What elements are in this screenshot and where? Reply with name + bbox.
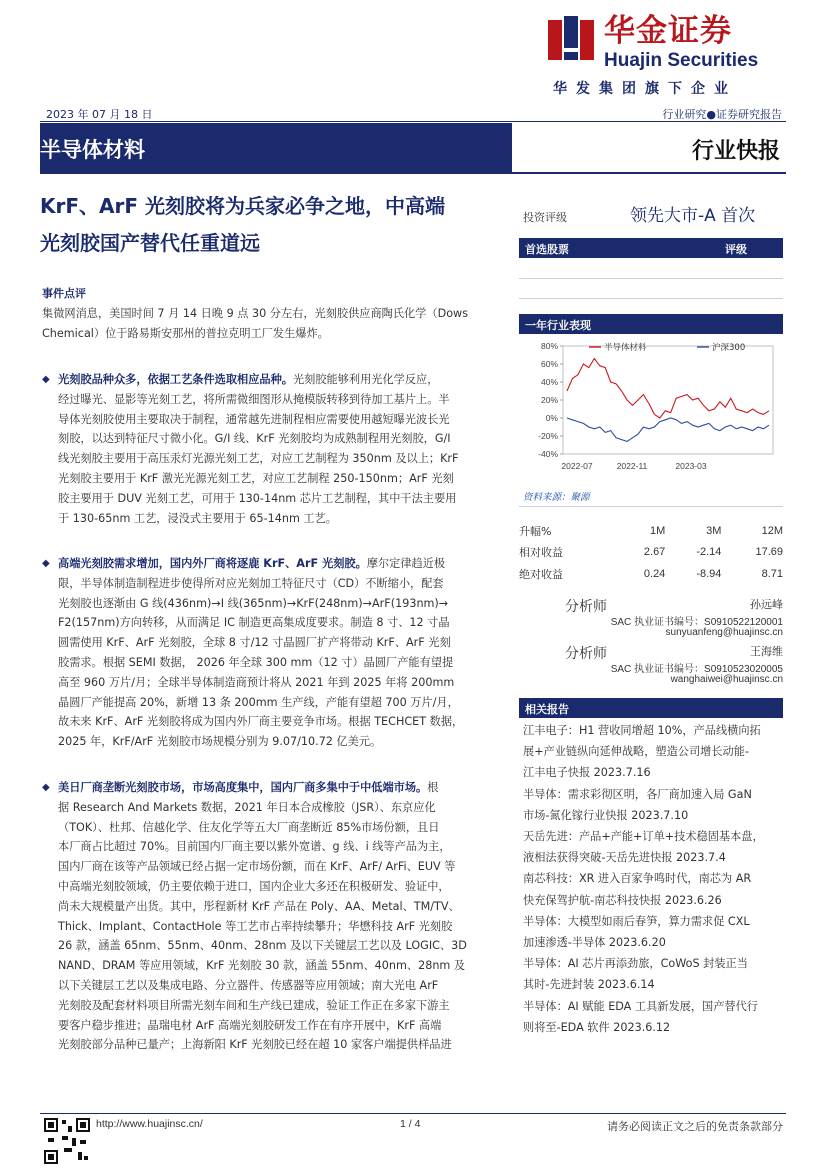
qr-code-icon [42,1116,92,1166]
table-cell: 17.69 [755,546,783,559]
y-tick-label: 80% [540,341,558,351]
text-line: Thick、Implant、ContactHole 等工艺市占率持续攀升；华懋科技 ArF 光刻胶 [58,919,453,933]
rating-label: 投资评级 [523,211,567,224]
y-tick-label: -20% [538,431,558,441]
event-heading: 事件点评 [42,287,86,300]
text-line: 本厂商占比超过 70%。目前国内厂商主要以紫外宽谱、g 线、i 线等产品为主， [58,840,451,854]
rating-value: 领先大市-A 首次 [630,206,756,226]
chart-source: 资料来源：聚源 [523,492,590,503]
text-line: 光刻胶部分品种已量产；上海新阳 KrF 光刻胶已经在超 10 家客户端提供样品进 [58,1038,452,1052]
table-header-cell: 3M [706,524,722,537]
text-line: 光刻胶能够利用光化学反应， [292,373,439,386]
text-line: 高至 960 万片/月；全球半导体制造商预计将从 2021 年到 2025 年将 200mm [58,675,455,689]
text-line: 根 [427,781,439,794]
legend-label: 半导体材料 [604,343,647,353]
text-line: 光刻胶主要用于 KrF 激光光源光刻工艺，对应工艺制程 250-150nm；ArF 光刻 [58,471,454,485]
related-report-line[interactable]: 半导体：需求彩彻区明，各厂商加速入局 GaN [523,787,752,801]
text-line: 刻胶，以达到特征尺寸微小化。G/I 线、KrF 光刻胶均为成熟制程用光刻胶，G/I [58,432,451,446]
series-line-2 [567,418,769,441]
performance-table [519,520,783,585]
text-line: NAND、DRAM 等应用领域，KrF 光刻胶 30 款，涵盖 55nm、40nm、28nm 及 [58,959,466,973]
related-reports-list [523,720,781,1038]
title-line: KrF、ArF 光刻胶将为兵家必争之地，中高端 [40,194,445,218]
industry-performance-chart [519,338,783,478]
report-type: 行业研究●证券研究报告 [662,108,782,121]
company-logo [546,14,786,80]
analyst-name: 王海维 [750,645,783,658]
text-line: 限，半导体制造制程进步使得所对应光刻加工特征尺寸（CD）不断缩小，配套 [58,576,444,590]
text-line: 国内厂商在该等产品领域已经占据一定市场份额，而在 KrF、ArF/ ArFi、EUV 等 [58,860,456,874]
series-line-1 [567,359,769,418]
analyst-name: 孙远峰 [750,598,783,611]
row-divider [519,298,783,299]
event-text [42,304,494,344]
bullet-paragraph-1 [58,370,494,528]
related-report-line[interactable]: 江丰电子快报 2023.7.16 [523,766,651,780]
related-report-line[interactable]: 则将至-EDA 软件 2023.6.12 [523,1020,671,1034]
chart-section-title: 一年行业表现 [525,319,591,332]
section-divider [519,506,783,507]
rating-column-label: 评级 [725,243,747,256]
table-header-cell: 1M [650,524,666,537]
table-cell: 绝对收益 [519,567,563,581]
stock-rating-header [519,238,783,258]
text-line: F2(157nm)方向转移，从而满足 IC 制造更高集成度要求。制造 8 寸、12 寸晶 [58,616,450,630]
text-line: 故未来 KrF、ArF 光刻胶将成为国内外厂商主要竞争市场。根据 TECHCET 数据， [58,715,464,729]
x-tick-label: 2022-11 [616,461,648,471]
related-reports-title: 相关报告 [525,703,569,716]
bullet-lead: 美日厂商垄断光刻胶市场，市场高度集中，国内厂商多集中于中低端市场。 [58,781,428,794]
x-tick-label: 2023-03 [675,461,707,471]
row-divider [519,278,783,279]
text-line: 于 130-65nm 工艺，浸没式主要用于 65-14nm 工艺。 [58,511,337,525]
bullet-lead: 光刻胶品种众多，依据工艺条件选取相应品种。 [58,373,293,386]
related-report-line[interactable]: 快充保驾护航-南芯科技快报 2023.6.26 [523,893,722,907]
stock-column-label: 首选股票 [525,243,569,256]
related-report-line[interactable]: 液相法获得突破-天岳先进快报 2023.7.4 [523,851,726,865]
report-kind: 行业快报 [691,139,780,164]
text-line: Chemical）位于路易斯安那州的普拉克明工厂发生爆炸。 [42,326,329,340]
diamond-bullet-icon: ◆ [42,782,50,793]
header-divider [40,172,786,174]
table-cell: -2.14 [696,546,722,559]
table-cell: 2.67 [643,546,666,559]
text-line: 以下关键层工艺以及集成电路、分立器件、传感器等应用领域；南大光电 ArF [58,978,439,992]
text-line: （TOK）、杜邦、信越化学、住友化学等五大厂商垄断近 85%市场份额，且日 [58,820,440,834]
text-line: 中高端光刻胶领域，仍主要依赖于进口，国内企业大多还在积极研发、验证中， [58,879,450,893]
date-row [40,105,786,122]
plot-frame [563,346,773,454]
report-title [40,188,500,262]
y-tick-label: 0% [545,413,558,423]
sector-name: 半导体材料 [40,138,145,162]
text-line: 线光刻胶主要用于高压汞灯光源光刻工艺，对应工艺制程为 350nm 及以上；KrF [58,452,459,466]
chart-section-header [519,314,783,334]
related-report-line[interactable]: 半导体：AI 赋能 EDA 工具新发展，国产替代行 [523,999,758,1013]
analyst-email[interactable]: wanghaiwei@huajinsc.cn [670,674,783,685]
bullet-lead: 高端光刻胶需求增加，国内外厂商将逐鹿 KrF、ArF 光刻胶。 [58,557,367,570]
related-report-line[interactable]: 加速渗透-半导体 2023.6.20 [523,936,666,950]
huajin-logo-icon [546,14,596,64]
related-report-line[interactable]: 南芯科技：XR 进入百家争鸣时代，南芯为 AR [523,872,752,886]
table-header-cell: 升幅% [519,524,552,538]
related-report-line[interactable]: 半导体：大模型如雨后春笋，算力需求促 CXL [523,914,750,928]
text-line: 光刻胶也逐渐由 G 线(436nm)→I 线(365nm)→KrF(248nm)→ArF(193nm)→ [58,596,449,610]
logo-chinese-name: 华金证券 [604,13,732,49]
text-line: 胶主要用于 DUV 光刻工艺，可用于 130-14nm 芯片工艺制程，其中干法主要用 [58,491,457,505]
y-tick-label: 20% [540,395,558,405]
x-tick-label: 2022-07 [561,461,593,471]
text-line: 圆需使用 KrF、ArF 光刻胶，全球 8 寸/12 寸晶圆厂扩产将带动 KrF、ArF 光刻 [58,636,451,650]
table-cell: 0.24 [643,567,666,580]
table-cell: -8.94 [696,567,722,580]
text-line: 胶需求。根据 SEMI 数据， 2026 年全球 300 mm（12 寸）晶圆厂产能有望提 [58,655,454,669]
text-line: 摩尔定律趋近极 [366,557,446,570]
bullet-paragraph-3 [58,778,494,1055]
disclaimer-note: 请务必阅读正文之后的免责条款部分 [607,1120,783,1133]
table-row [519,563,783,585]
related-report-line[interactable]: 天岳先进：产品+产能+订单+技术稳固基本盘， [523,830,764,844]
y-tick-label: -40% [538,449,558,459]
diamond-bullet-icon: ◆ [42,558,50,569]
text-line: 2025 年，KrF/ArF 光刻胶市场规模分别为 9.07/10.72 亿美元。 [58,735,382,749]
text-line: 集微网消息，美国时间 7 月 14 日晚 9 点 30 分左右，光刻胶供应商陶氏化学（Dows [42,307,469,320]
table-cell: 相对收益 [519,546,563,560]
text-line: 晶圆厂产能提高 20%，新增 13 条 200mm 生产线，产能有望超 700 万片/月， [58,695,459,709]
website-link[interactable]: http://www.huajinsc.cn/ [96,1118,203,1130]
bullet-paragraph-2 [58,554,494,752]
analyst-email[interactable]: sunyuanfeng@huajinsc.cn [665,627,783,638]
analyst-sac: SAC 执业证书编号：S0910522120001 [610,617,783,628]
logo-english-name: Huajin Securities [604,50,759,71]
text-line: 26 款，涵盖 65nm、55nm、40nm、28nm 及以下关键层工艺以及 LOGIC、3D [58,939,467,953]
table-header-cell: 12M [761,524,783,537]
title-line: 光刻胶国产替代任重道远 [40,231,260,255]
analyst-title: 分析师 [565,599,607,615]
diamond-bullet-icon: ◆ [42,374,50,385]
related-report-line[interactable]: 其时-先进封装 2023.6.14 [523,978,655,992]
text-line: 导体光刻胶使用主要取决于制程，通常越先进制程相应需要使用越短曝光波长光 [58,412,450,426]
related-report-line[interactable]: 半导体：AI 芯片再添劲旅，CoWoS 封装正当 [523,957,748,971]
table-row [519,542,783,564]
related-report-line[interactable]: 市场-氮化镓行业快报 2023.7.10 [523,808,689,822]
related-report-line[interactable]: 展+产业链纵向延伸战略，塑造公司增长动能- [523,745,749,759]
slogan: 华发集团旗下企业 [553,81,737,97]
analyst-sac: SAC 执业证书编号：S0910523020005 [610,664,783,675]
text-line: 要客户稳步推进；晶瑞电材 ArF 高端光刻胶研发工作在有序开展中，KrF 高端 [58,1018,442,1032]
table-cell: 8.71 [761,567,783,580]
report-date: 2023 年 07 月 18 日 [46,108,153,121]
page-number: 1 / 4 [400,1118,421,1130]
text-line: 据 Research And Markets 数据，2021 年日本合成橡胶（JSR）、东京应化 [58,800,436,814]
footer-divider [40,1113,786,1114]
y-tick-label: 40% [540,377,558,387]
related-reports-header [519,698,783,718]
analyst-title: 分析师 [565,646,607,662]
text-line: 经过曝光、显影等光刻工艺，将所需微细图形从掩模版转移到待加工基片上。半 [58,392,450,406]
legend-label: 沪深300 [712,343,746,353]
text-line: 光刻胶及配套材料项目所需光刻车间和生产线已建成，验证工作正在多家下游主 [58,998,450,1012]
table-header-row [519,520,783,542]
y-tick-label: 60% [540,359,558,369]
text-line: 尚未大规模量产出货。其中，彤程新材 KrF 产品在 Poly、AA、Metal、TM/TV、 [58,899,460,913]
related-report-line[interactable]: 江丰电子：H1 营收同增超 10%，产品线横向拓 [523,724,761,737]
